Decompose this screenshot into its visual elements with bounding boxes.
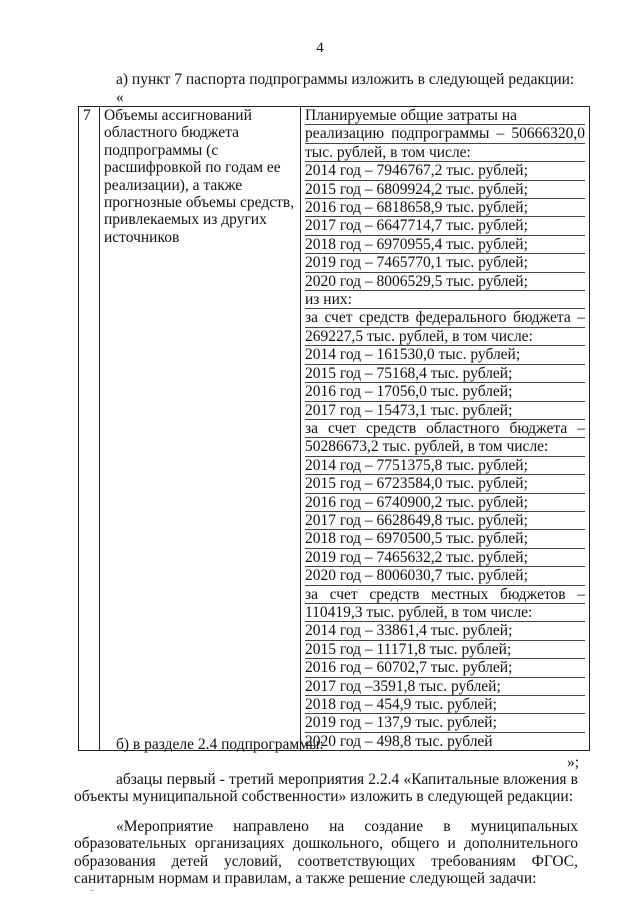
value-line: 2014 год – 7946767,2 тыс. рублей; bbox=[305, 162, 585, 180]
value-line: 2014 год – 161530,0 тыс. рублей; bbox=[305, 346, 585, 364]
value-line: 2020 год – 8006529,5 тыс. рублей; bbox=[305, 273, 585, 291]
value-line: 110419,3 тыс. рублей, в том числе: bbox=[305, 604, 585, 622]
text-line: абзацы первый - третий мероприятия 2.2.4 «Капитальные вложения в bbox=[116, 771, 578, 788]
closing-quote: »; bbox=[567, 754, 580, 771]
value-line: 2015 год – 75168,4 тыс. рублей; bbox=[305, 365, 585, 383]
value-line: 2017 год – 15473,1 тыс. рублей; bbox=[305, 402, 585, 420]
table-row bbox=[79, 107, 590, 751]
text-line: образования детей условий, соответствующих требованиям ФГОС, bbox=[74, 852, 578, 870]
value-line: тыс. рублей, в том числе: bbox=[305, 144, 585, 162]
value-line: 2016 год – 17056,0 тыс. рублей; bbox=[305, 383, 585, 401]
label-cell bbox=[100, 107, 301, 751]
value-line: 2018 год – 6970500,5 тыс. рублей; bbox=[305, 530, 585, 548]
label-line: подпрограммы (с bbox=[104, 141, 219, 159]
value-line: 2019 год – 137,9 тыс. рублей; bbox=[305, 714, 585, 732]
value-line: 2014 год – 33861,4 тыс. рублей; bbox=[305, 622, 585, 640]
value-line: 2016 год – 6818658,9 тыс. рублей; bbox=[305, 199, 585, 217]
scan-mark bbox=[90, 890, 94, 891]
text-line: образовательных организациях дошкольного, общего и дополнительного bbox=[74, 835, 578, 853]
value-line: 2014 год – 7751375,8 тыс. рублей; bbox=[305, 457, 585, 475]
value-line: 2020 год – 8006030,7 тыс. рублей; bbox=[305, 567, 585, 585]
value-line: 2016 год – 60702,7 тыс. рублей; bbox=[305, 659, 585, 677]
value-line: за счет средств местных бюджетов – bbox=[305, 585, 585, 603]
opening-quote: « bbox=[116, 89, 124, 106]
value-line: реализацию подпрограммы – 50666320,0 bbox=[305, 125, 585, 143]
label-line: реализации), а также bbox=[104, 176, 243, 194]
label-line: расшифровкой по годам ее bbox=[104, 159, 281, 177]
value-line: 2019 год – 7465632,2 тыс. рублей; bbox=[305, 549, 585, 567]
value-line: 2018 год – 454,9 тыс. рублей; bbox=[305, 696, 585, 714]
value-line: из них: bbox=[305, 291, 585, 309]
text-line: объекты муниципальной собственности» изложить в следующей редакции: bbox=[74, 788, 574, 806]
value-line: 2018 год – 6970955,4 тыс. рублей; bbox=[305, 236, 585, 254]
value-line: 2015 год – 6723584,0 тыс. рублей; bbox=[305, 475, 585, 493]
label-line: привлекаемых из других bbox=[104, 211, 267, 229]
value-line: 269227,5 тыс. рублей, в том числе: bbox=[305, 328, 585, 346]
value-line: 2015 год – 6809924,2 тыс. рублей; bbox=[305, 181, 585, 199]
section-b-heading: б) в разделе 2.4 подпрограммы: bbox=[116, 736, 324, 753]
value-line: 2017 год – 6647714,7 тыс. рублей; bbox=[305, 217, 585, 235]
value-line: за счет средств областного бюджета – bbox=[305, 419, 585, 437]
text-line: «Мероприятие направлено на создание в муниципальных bbox=[116, 818, 578, 835]
passport-table bbox=[78, 106, 590, 751]
value-line: 2019 год – 7465770,1 тыс. рублей; bbox=[305, 254, 585, 272]
value-line: 2015 год – 11171,8 тыс. рублей; bbox=[305, 641, 585, 659]
value-line: 2017 год –3591,8 тыс. рублей; bbox=[305, 678, 585, 696]
value-line: 2020 год – 498,8 тыс. рублей bbox=[305, 732, 493, 750]
value-line: 50286673,2 тыс. рублей, в том числе: bbox=[305, 438, 585, 456]
row-number-cell: 7 bbox=[79, 107, 100, 751]
label-line: прогнозные объемы средств, bbox=[104, 194, 295, 212]
label-line: источников bbox=[104, 228, 180, 246]
value-line: 2017 год – 6628649,8 тыс. рублей; bbox=[305, 512, 585, 530]
value-line: за счет средств федерального бюджета – bbox=[305, 309, 585, 327]
value-line: Планируемые общие затраты на bbox=[305, 107, 585, 125]
text-line: санитарным нормам и правилам, а также решение следующей задачи: bbox=[74, 870, 537, 888]
label-line: областного бюджета bbox=[104, 124, 239, 142]
value-line: 2016 год – 6740900,2 тыс. рублей; bbox=[305, 494, 585, 512]
page-number: 4 bbox=[316, 40, 324, 56]
paragraph-3 bbox=[74, 818, 578, 888]
label-line: Объемы ассигнований bbox=[104, 107, 252, 124]
paragraph-2 bbox=[74, 771, 578, 806]
value-cell bbox=[301, 107, 590, 751]
intro-paragraph: а) пункт 7 паспорта подпрограммы изложить в следующей редакции: bbox=[116, 71, 575, 88]
